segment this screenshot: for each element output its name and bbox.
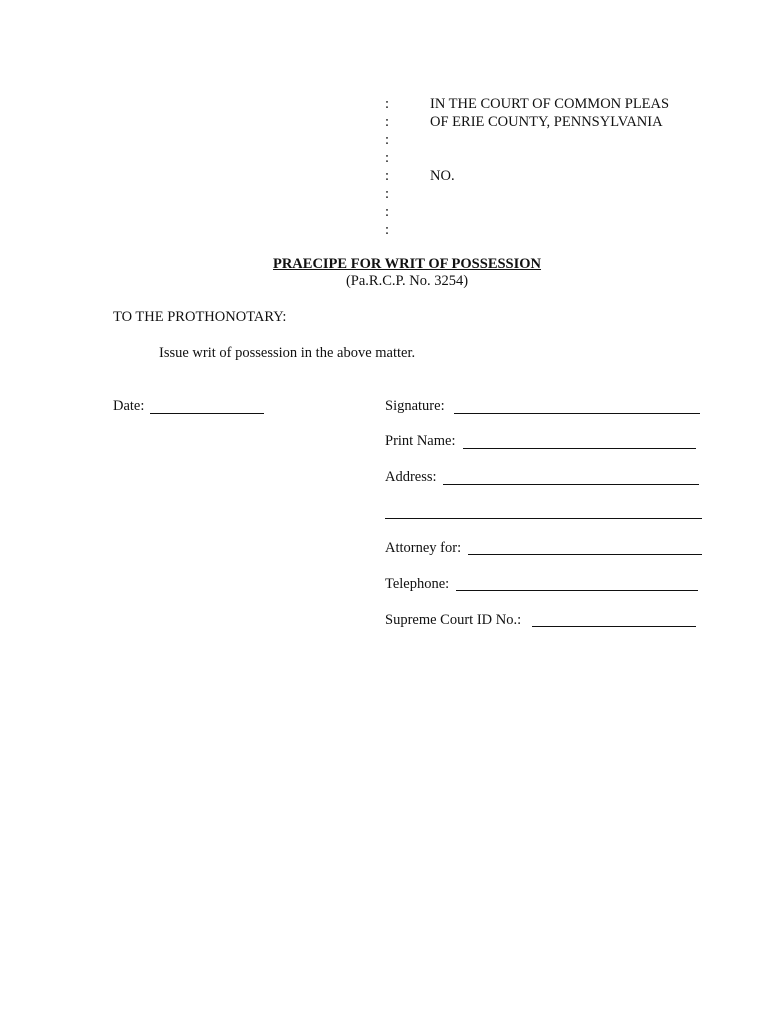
court-name-line1: IN THE COURT OF COMMON PLEAS [430,96,670,112]
address-field-line2[interactable] [385,518,702,519]
telephone-label: Telephone: [385,576,450,592]
body-text: Issue writ of possession in the above matter. [159,345,416,361]
signature-label: Signature: [385,398,445,414]
supreme-court-id-field[interactable] [532,626,696,627]
telephone-field[interactable] [456,590,698,591]
attorney-for-label: Attorney for: [385,540,462,556]
case-number-label: NO. [430,168,455,184]
print-name-field[interactable] [463,448,696,449]
caption-colon: : [385,222,390,238]
print-name-label: Print Name: [385,433,456,449]
rule-citation: (Pa.R.C.P. No. 3254) [345,273,469,289]
signature-field[interactable] [454,413,700,414]
court-name-line2: OF ERIE COUNTY, PENNSYLVANIA [430,114,663,130]
caption-colon: : [385,132,390,148]
addressee: TO THE PROTHONOTARY: [113,309,287,325]
caption-colon: : [385,204,390,220]
attorney-for-field[interactable] [468,554,702,555]
address-field-line1[interactable] [443,484,699,485]
caption-colon: : [385,168,390,184]
caption-colon: : [385,114,390,130]
address-label: Address: [385,469,437,485]
caption-colon: : [385,186,390,202]
date-label: Date: [113,398,145,414]
date-field[interactable] [150,413,264,414]
supreme-court-id-label: Supreme Court ID No.: [385,612,522,628]
caption-colon: : [385,96,390,112]
caption-colon: : [385,150,390,166]
document-title: PRAECIPE FOR WRIT OF POSSESSION [272,256,542,272]
